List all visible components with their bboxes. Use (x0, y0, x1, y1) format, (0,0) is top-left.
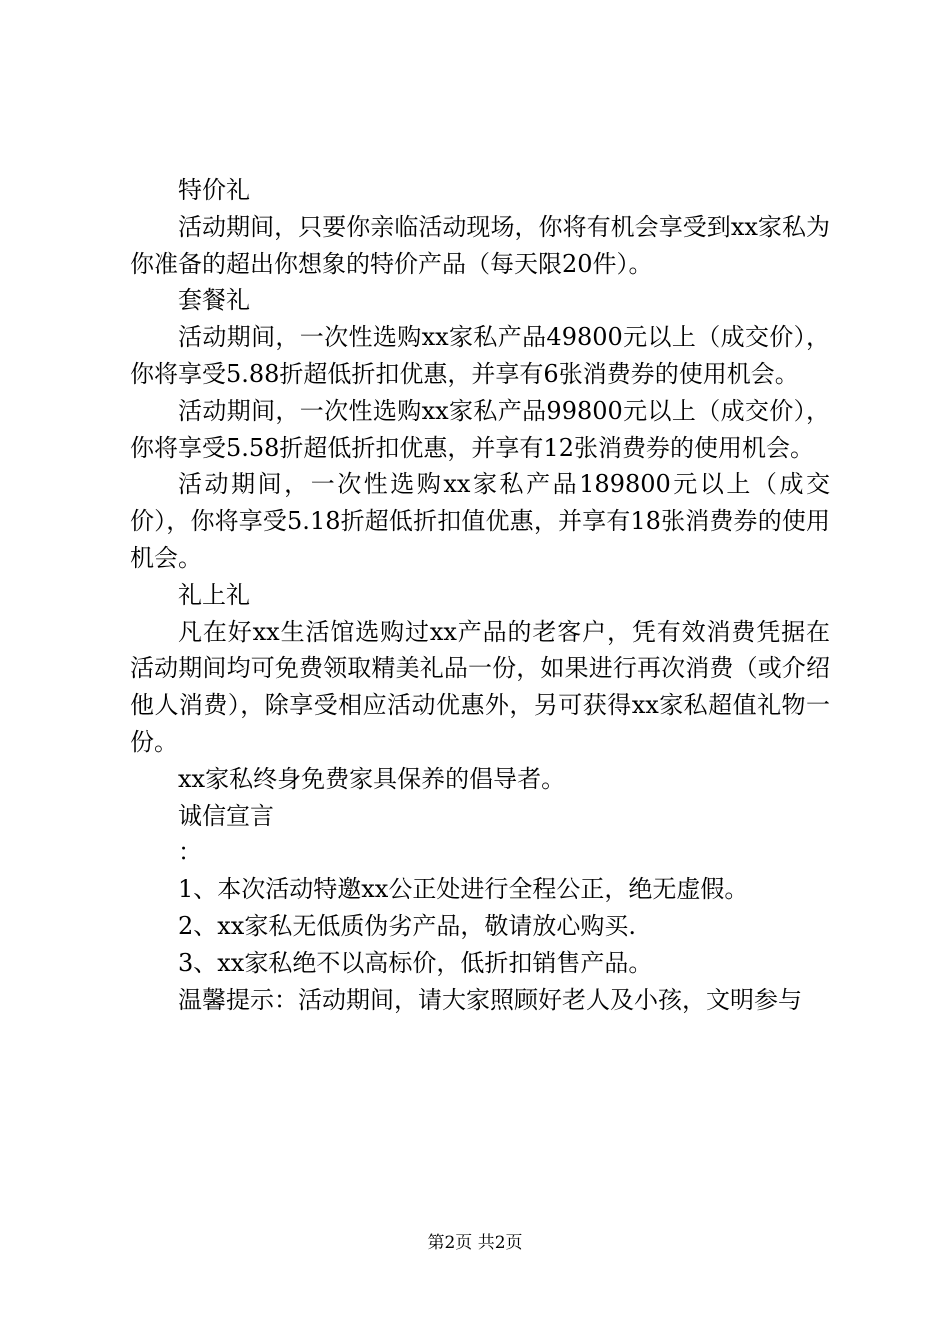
paragraph-reminder: 温馨提示：活动期间，请大家照顾好老人及小孩，文明参与 (178, 985, 802, 1014)
paragraph-package-2: 活动期间，一次性选购xx家私产品99800元以上（成交价），你将享受5.58折超低折扣优惠，并享有12张消费券的使用机会。 (130, 396, 830, 462)
document-body (130, 172, 830, 1018)
heading-extra-gift: 礼上礼 (178, 580, 250, 609)
paragraph-maintenance: xx家私终身免费家具保养的倡导者。 (178, 764, 566, 793)
list-item-3: 3、xx家私绝不以高标价，低折扣销售产品。 (178, 948, 653, 977)
paragraph-package-1: 活动期间，一次性选购xx家私产品49800元以上（成交价），你将享受5.88折超低折扣优惠，并享有6张消费券的使用机会。 (130, 323, 830, 388)
list-item-1: 1、本次活动特邀xx公正处进行全程公正，绝无虚假。 (178, 875, 749, 904)
paragraph-colon: ： (178, 838, 202, 867)
paragraph-special-price: 活动期间，只要你亲临活动现场，你将有机会享受到xx家私为你准备的超出你想象的特价产品（每天限20件）。 (130, 212, 830, 278)
page-footer: 第2页 共2页 (427, 1233, 523, 1253)
heading-special-price: 特价礼 (178, 176, 250, 204)
paragraph-extra-gift: 凡在好xx生活馆选购过xx产品的老客户，凭有效消费凭据在活动期间均可免费领取精美礼品一份，如果进行再次消费（或介绍他人消费），除享受相应活动优惠外，另可获得xx家私超值礼物一份。 (130, 617, 830, 756)
heading-package: 套餐礼 (178, 286, 250, 315)
heading-integrity: 诚信宣言 (178, 801, 274, 830)
list-item-2: 2、xx家私无低质伪劣产品，敬请放心购买. (178, 911, 636, 940)
paragraph-package-3: 活动期间，一次性选购xx家私产品189800元以上（成交价），你将享受5.18折超低折扣值优惠，并享有18张消费券的使用机会。 (130, 470, 830, 572)
